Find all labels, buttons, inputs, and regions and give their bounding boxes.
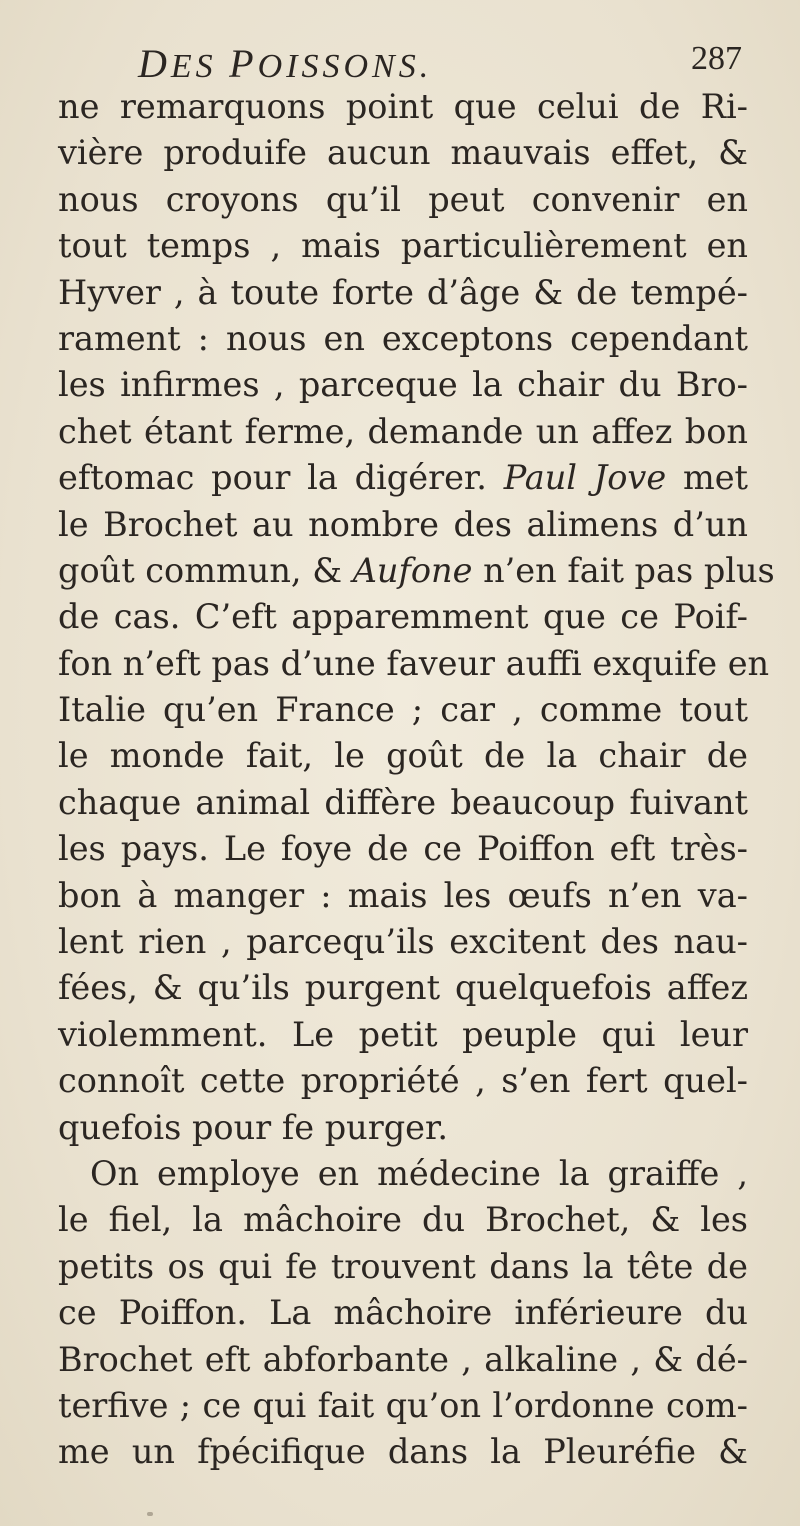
text-line: nous croyons qu’il peut convenir en <box>58 179 748 219</box>
text-line: Brochet eft abforbante , alkaline , & dé- <box>58 1339 748 1379</box>
text-line: goût commun, & Aufone n’en fait pas plus <box>58 550 775 590</box>
page-number: 287 <box>691 40 742 77</box>
running-head <box>138 40 742 84</box>
text-line: chaque animal diffère beaucoup fuivant <box>58 782 748 822</box>
text-line: chet étant ferme, demande un affez bon <box>58 411 748 451</box>
cited-author: Paul Jove <box>503 458 667 498</box>
paragraph-first-line: On employe en médecine la graiffe , <box>90 1153 748 1193</box>
text-line: fon n’eft pas d’une faveur auffi exquife en <box>58 643 770 683</box>
text-line: le fiel, la mâchoire du Brochet, & les <box>58 1200 748 1240</box>
body-text <box>58 84 775 1476</box>
text-line: Italie qu’en France ; car , comme tout <box>58 690 748 730</box>
text-line: bon à manger : mais les œufs n’en va- <box>58 875 748 915</box>
text-line: petits os qui fe trouvent dans la tête de <box>58 1246 748 1286</box>
text-line: tout temps , mais particulièrement en <box>58 226 748 266</box>
text-line: les pays. Le foye de ce Poiffon eft très- <box>58 829 748 869</box>
text-line: le Brochet au nombre des alimens d’un <box>58 504 748 544</box>
cited-author: Aufone <box>352 550 473 590</box>
text-line: quefois pour fe purger. <box>58 1107 448 1147</box>
text-line: lent rien , parcequ’ils excitent des nau- <box>58 922 748 962</box>
running-head-title: DES POISSONS. <box>138 41 433 86</box>
text-line: de cas. C’eft apparemment que ce Poif- <box>58 597 748 637</box>
text-line: terfive ; ce qui fait qu’on l’ordonne com- <box>58 1385 748 1425</box>
text-line: eftomac pour la digérer. Paul Jove met <box>58 458 749 498</box>
text-line: fées, & qu’ils purgent quelquefois affez <box>58 968 748 1008</box>
text-line: ce Poiffon. La mâchoire inférieure du <box>58 1293 748 1333</box>
text-line: Hyver , à toute forte d’âge & de tempé- <box>58 272 748 312</box>
text-line: rament : nous en exceptons cependant <box>58 318 748 358</box>
text-line: ne remarquons point que celui de Ri- <box>58 87 748 126</box>
paper-speck <box>147 1512 153 1516</box>
text-line: connoît cette propriété , s’en fert quel- <box>58 1061 748 1101</box>
text-line: vière produife aucun mauvais effet, & <box>58 133 748 173</box>
text-line: le monde fait, le goût de la chair de <box>58 736 748 776</box>
text-line: les infirmes , parceque la chair du Bro- <box>58 365 748 405</box>
text-line: me un fpécifique dans la Pleuréfie & <box>58 1432 748 1472</box>
text-line: violemment. Le petit peuple qui leur <box>58 1014 748 1054</box>
